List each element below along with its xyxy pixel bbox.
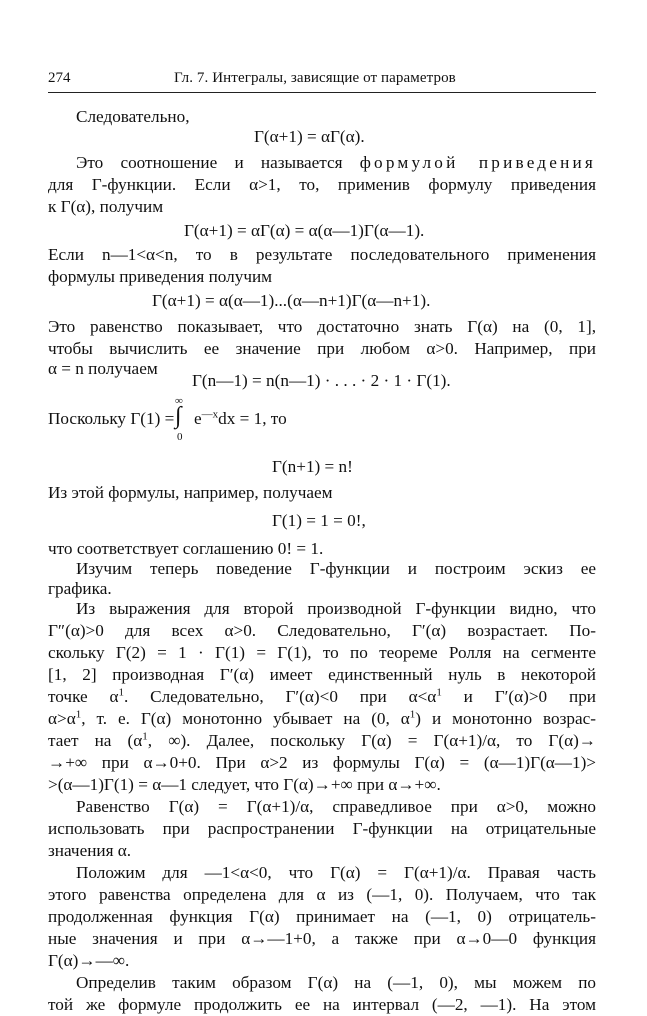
text-line: точке $\alpha^1$. Следовательно, Γ′(α)<0 при $\alpha<\alpha^1$ и Γ′(α)>0 при bbox=[48, 686, 596, 706]
text-line: Из этой формулы, например, получаем bbox=[48, 483, 333, 502]
formula-reduction: Γ(α+1) = αΓ(α). bbox=[254, 127, 365, 146]
integral-upper-limit: ∞ bbox=[175, 395, 183, 407]
text-line: к Γ(α), получим bbox=[48, 197, 164, 216]
text-line: продолженная функция Γ(α) принимает на (—1, 0) отрицатель- bbox=[48, 907, 596, 926]
text-line: Следовательно, bbox=[76, 107, 190, 126]
text-line: Определив таким образом Γ(α) на (—1, 0), мы можем по bbox=[76, 973, 596, 992]
text-line: чтобы вычислить ее значение при любом α>0. Например, при bbox=[48, 339, 596, 358]
text-line: Γ″(α)>0 для всех α>0. Следовательно, Γ′(α) возрастает. По- bbox=[48, 621, 596, 640]
formula: Γ(α+1) = α(α—1)...(α—n+1)Γ(α—n+1). bbox=[152, 291, 431, 310]
text-line: Равенство Γ(α) = Γ(α+1)/α, справедливое при α>0, можно bbox=[76, 797, 596, 816]
page-header bbox=[48, 70, 596, 92]
text-line: что соответствует соглашению 0! = 1. bbox=[48, 539, 324, 558]
integral-lower-limit: 0 bbox=[177, 431, 183, 443]
integral-expression: $e^{—x}dx = 1$, то bbox=[194, 408, 287, 428]
text-line: Это равенство показывает, что достаточно знать Γ(α) на (0, 1], bbox=[48, 317, 596, 336]
text-line: использовать при распространении Γ-функции на отрицательные bbox=[48, 819, 596, 838]
integral-sign: ∞ ∫ 0 bbox=[175, 395, 183, 443]
text-line: Если n—1<α<n, то в результате последовательного применения bbox=[48, 245, 596, 264]
text-line: формулы приведения получим bbox=[48, 267, 273, 286]
text-line: значения α. bbox=[48, 841, 132, 860]
formula: Γ(α+1) = αΓ(α) = α(α—1)Γ(α—1). bbox=[184, 221, 425, 240]
text-line: $\alpha>\alpha^1$, т. е. Γ(α) монотонно убывает на (0, $\alpha^1$) и монотонно возрас- bbox=[48, 708, 597, 728]
text-line: графика. bbox=[48, 579, 112, 598]
formula: Γ(n—1) = n(n—1) · . . . · 2 · 1 · Γ(1). bbox=[192, 371, 451, 390]
emphasized-term: формулой приведения bbox=[359, 153, 596, 172]
text-line: Из выражения для второй производной Γ-функции видно, что bbox=[76, 599, 596, 618]
text-line: Γ(α)→—∞. bbox=[48, 951, 130, 970]
text-line: [1, 2] производная Γ′(α) имеет единственный нуль в некоторой bbox=[48, 665, 596, 684]
text-line: скольку Γ(2) = 1 · Γ(1) = Γ(1), то по теореме Ролля на сегменте bbox=[48, 643, 596, 662]
text-line: Изучим теперь поведение Γ-функции и построим эскиз ее bbox=[76, 559, 596, 578]
text-line: этого равенства определена для α из (—1, 0). Получаем, что так bbox=[48, 885, 596, 904]
text-line: ные значения и при α→—1+0, а также при α→0—0 функция bbox=[48, 929, 596, 948]
text-line: для Γ-функции. Если α>1, то, применив формулу приведения bbox=[48, 175, 596, 194]
text-line: той же формуле продолжить ее на интервал (—2, —1). На этом bbox=[48, 995, 596, 1014]
text-line: →+∞ при α→0+0. При α>2 из формулы Γ(α) = (α—1)Γ(α—1)> bbox=[48, 753, 596, 772]
running-title: Гл. 7. Интегралы, зависящие от параметров bbox=[174, 70, 456, 86]
text-line: α = n получаем bbox=[48, 359, 158, 378]
formula: Γ(1) = 1 = 0!, bbox=[272, 511, 366, 530]
header-rule bbox=[48, 92, 596, 93]
formula: Γ(n+1) = n! bbox=[272, 457, 353, 476]
text-line: Это соотношение и называется формулой приведения bbox=[76, 153, 596, 172]
text-line: тает на ($\alpha^1$, ∞). Далее, поскольку Γ(α) = Γ(α+1)/α, то Γ(α)→ bbox=[48, 730, 596, 750]
text-line: Положим для —1<α<0, что Γ(α) = Γ(α+1)/α. Правая часть bbox=[76, 863, 596, 882]
text-line: Поскольку Γ(1) = bbox=[48, 409, 175, 428]
text-line: >(α—1)Γ(1) = α—1 следует, что Γ(α)→+∞ при α→+∞. bbox=[48, 775, 441, 794]
page-number: 274 bbox=[48, 70, 71, 86]
